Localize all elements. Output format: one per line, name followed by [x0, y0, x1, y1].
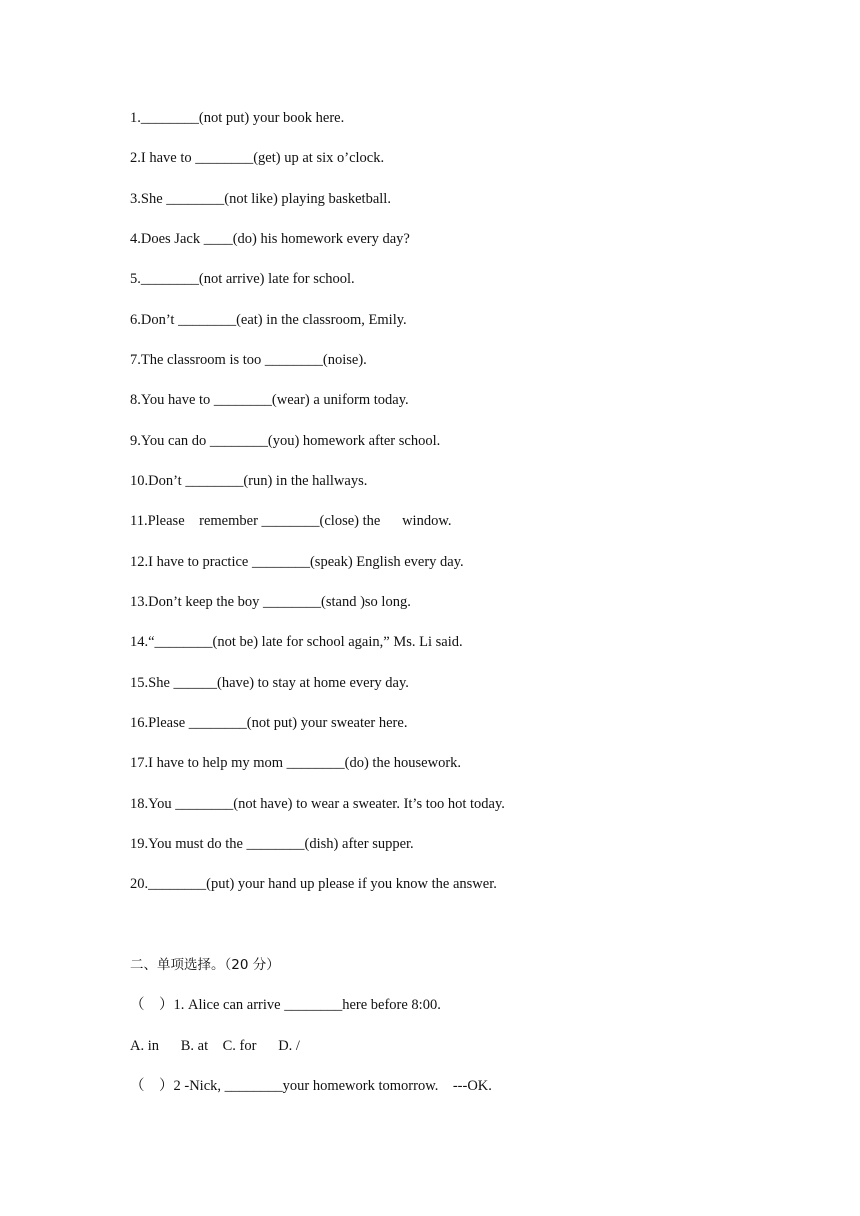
question-1-options: A. in B. at C. for D. / [130, 1038, 300, 1054]
exercise-item-12: 12.I have to practice ________(speak) English every day. [130, 554, 464, 570]
exercise-item-11: 11.Please remember ________(close) the window. [130, 513, 452, 529]
exercise-item-17: 17.I have to help my mom ________(do) the housework. [130, 755, 462, 771]
exercise-item-13: 13.Don’t keep the boy ________(stand )so long. [130, 594, 411, 610]
exercise-item-2: 2.I have to ________(get) up at six o’clock. [130, 150, 385, 166]
exercise-item-8: 8.You have to ________(wear) a uniform today. [130, 392, 409, 408]
exercise-item-19: 19.You must do the ________(dish) after supper. [130, 836, 414, 852]
exercise-item-3: 3.She ________(not like) playing basketball. [130, 191, 391, 207]
exercise-item-20: 20.________(put) your hand up please if you know the answer. [130, 876, 497, 892]
exercise-item-5: 5.________(not arrive) late for school. [130, 271, 355, 287]
exercise-item-6: 6.Don’t ________(eat) in the classroom, Emily. [130, 312, 407, 328]
exercise-item-16: 16.Please ________(not put) your sweater here. [130, 715, 408, 731]
exercise-item-10: 10.Don’t ________(run) in the hallways. [130, 473, 368, 489]
question-1: （ ）1. Alice can arrive ________here before 8:00. [130, 997, 441, 1013]
exercise-item-15: 15.She ______(have) to stay at home every day. [130, 675, 409, 691]
exercise-item-7: 7.The classroom is too ________(noise). [130, 352, 367, 368]
question-2: （ ）2 -Nick, ________your homework tomorrow. ---OK. [130, 1078, 492, 1094]
exercise-item-9: 9.You can do ________(you) homework after school. [130, 433, 441, 449]
exercise-item-1: 1.________(not put) your book here. [130, 110, 345, 126]
section-title-multiple-choice: 二、单项选择。（20 分） [130, 957, 280, 973]
exercise-item-18: 18.You ________(not have) to wear a sweater. It’s too hot today. [130, 796, 505, 812]
exercise-item-14: 14.“________(not be) late for school again,” Ms. Li said. [130, 634, 463, 650]
exercise-item-4: 4.Does Jack ____(do) his homework every day? [130, 231, 410, 247]
